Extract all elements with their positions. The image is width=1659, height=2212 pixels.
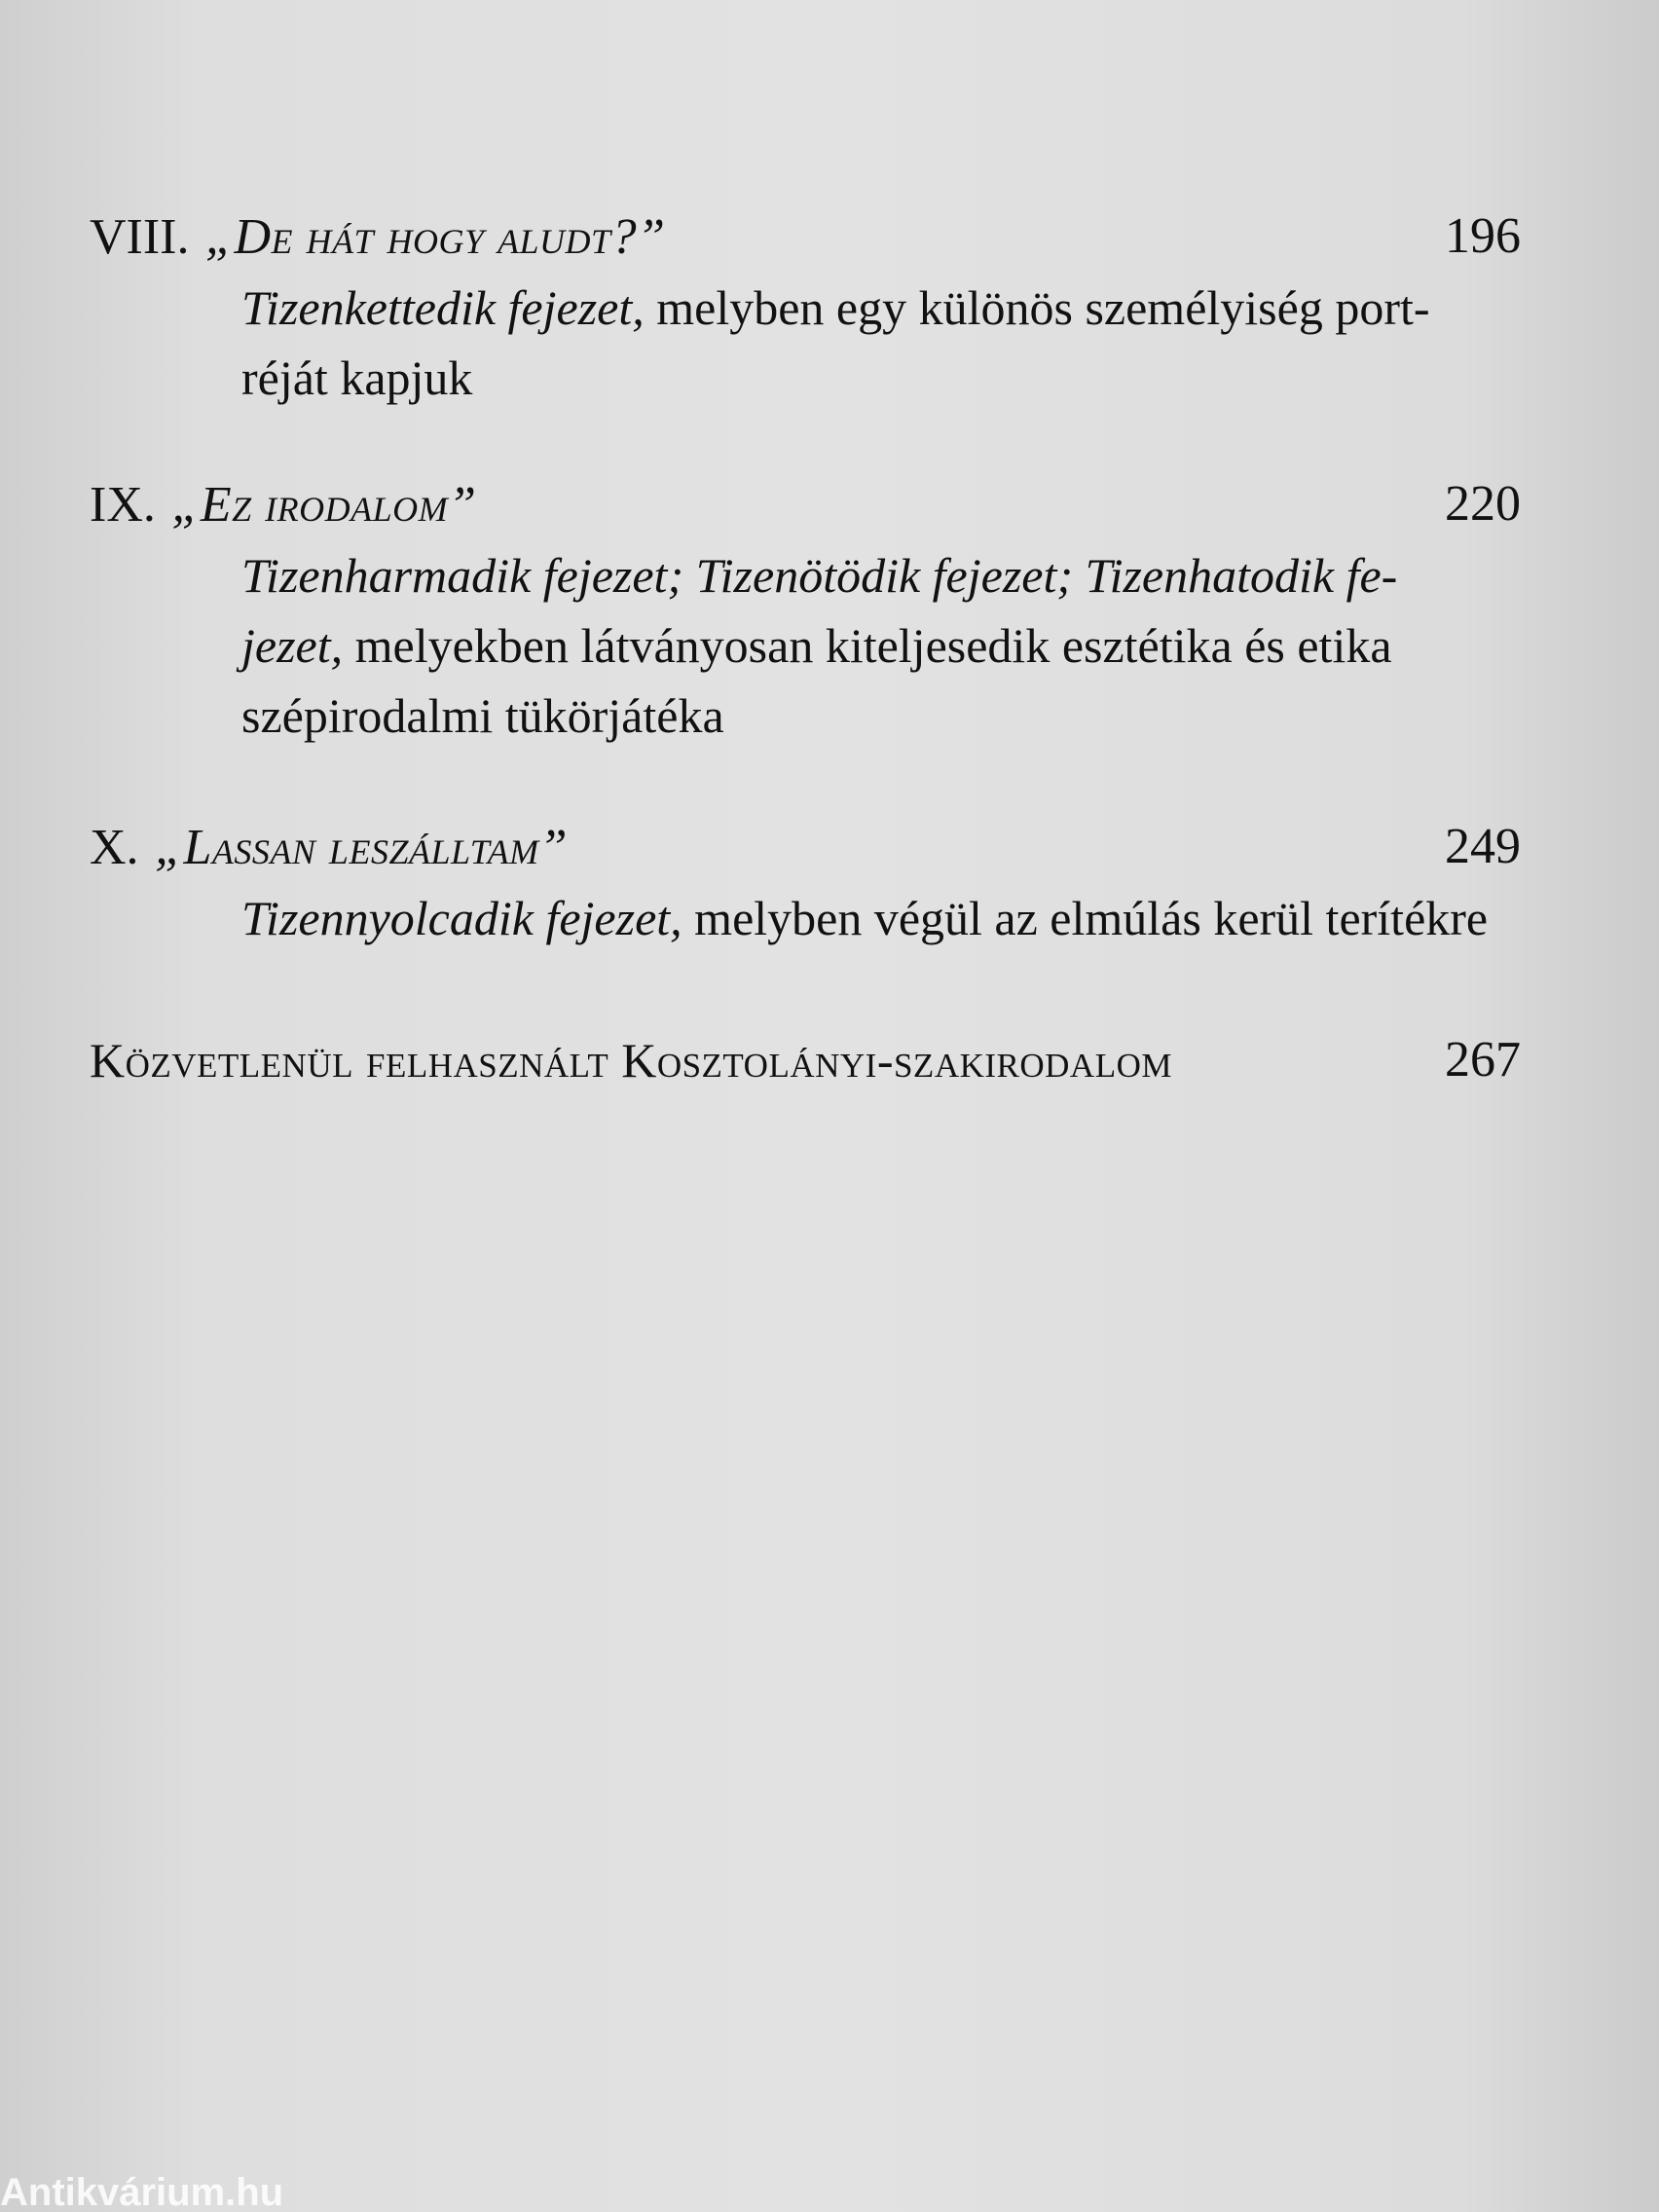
toc-entry-bibliography <box>90 1024 1521 1096</box>
chapter-title: „Lassan leszálltam” <box>155 820 569 875</box>
chapter-title: „Ez irodalom” <box>171 477 477 533</box>
chapter-numeral: IX. <box>90 477 156 533</box>
page-number: 249 <box>1445 819 1521 874</box>
description-text: melyben egy különös személyiség port- <box>644 280 1430 335</box>
chapter-ref: Tizennyolcadik fejezet, <box>241 891 682 945</box>
page-number: 220 <box>1445 476 1521 532</box>
chapter-ref: jezet, <box>241 618 344 673</box>
chapter-numeral: VIII. <box>90 209 190 265</box>
chapter-ref: Tizenharmadik fejezet; Tizenötödik fejezet; Tizenhatodik fe- <box>241 548 1398 603</box>
page-number: 196 <box>1445 208 1521 264</box>
toc-entry-x <box>90 811 1521 953</box>
chapter-description <box>241 540 1521 751</box>
chapter-numeral: X. <box>90 820 139 875</box>
toc-entry-heading <box>90 811 1521 883</box>
description-text: melyben végül az elmúlás kerül terítékre <box>682 891 1489 945</box>
chapter-description <box>241 883 1521 953</box>
description-text: réját kapjuk <box>241 350 473 405</box>
toc-entry-heading <box>90 201 1521 273</box>
toc-entry-heading <box>90 1024 1521 1096</box>
toc-entry-heading <box>90 468 1521 540</box>
toc-entry-viii <box>90 201 1521 413</box>
page-number: 267 <box>1445 1032 1521 1088</box>
description-text: melyekben látványosan kiteljesedik esztétika és etika <box>343 618 1392 673</box>
description-text: szépirodalmi tükörjátéka <box>241 688 724 743</box>
chapter-ref: Tizenkettedik fejezet, <box>241 280 645 335</box>
chapter-title: „De hát hogy aludt?” <box>205 209 666 265</box>
toc-entry-ix <box>90 468 1521 751</box>
watermark: Antikvárium.hu <box>0 2173 284 2212</box>
chapter-description <box>241 273 1521 413</box>
bibliography-label: Közvetlenül felhasznált Kosztolányi-szakirodalom <box>90 1033 1172 1088</box>
